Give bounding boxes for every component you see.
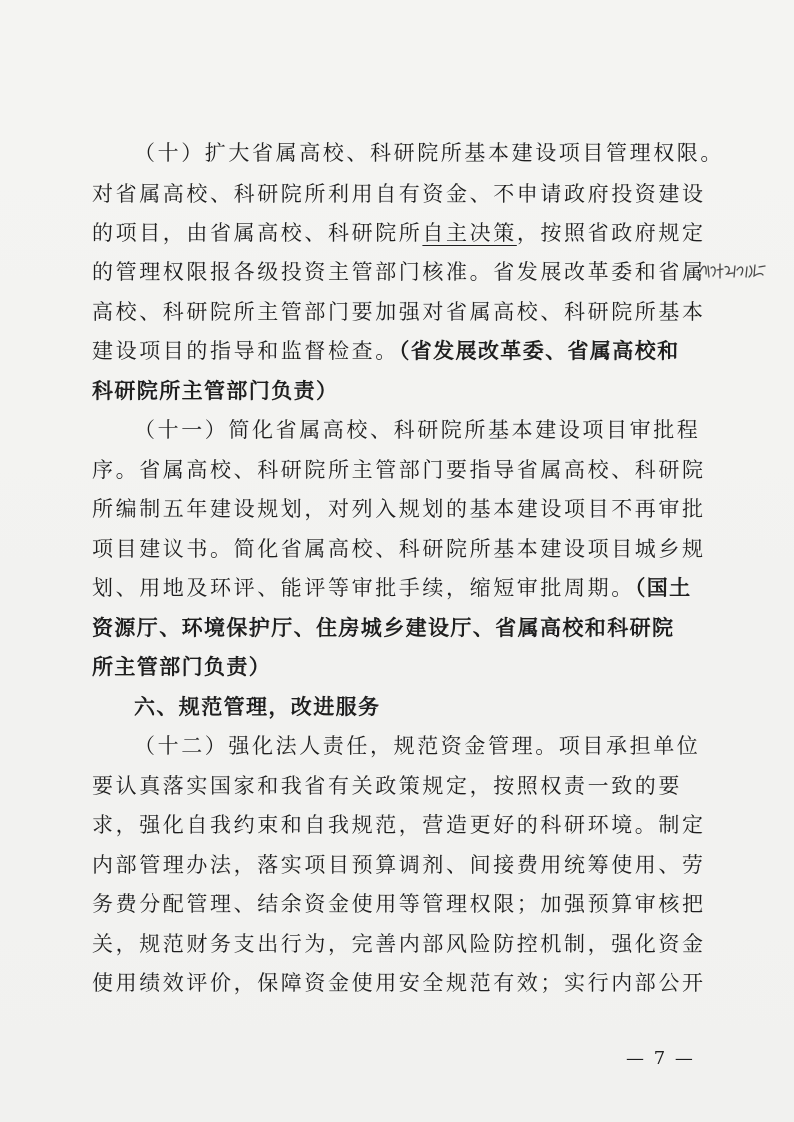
line-text: （十二）强化法人责任，规范资金管理。项目承担单位 [134,734,701,758]
line-text: 所编制五年建设规划，对列入规划的基本建设项目不再审批 [92,497,706,521]
line-text: 关，规范财务支出行为，完善内部风险防控机制，强化资金 [92,932,706,956]
section-heading-text: 六、规范管理，改进服务 [134,695,381,719]
text-line [92,494,706,524]
text-line [92,179,706,209]
text-line [92,929,706,959]
line-text: （十）扩大省属高校、科研院所基本建设项目管理权限。 [134,141,724,165]
underlined-text: 自主决策 [422,221,517,245]
line-text: 对省属高校、科研院所利用自有资金、不申请政府投资建设 [92,182,706,206]
line-text: 内部管理办法，落实项目预算调剂、间接费用统筹使用、劳 [92,853,706,877]
responsible-note: 资源厅、环境保护厅、住房城乡建设厅、省属高校和科研院 [92,616,675,640]
line-text: 的管理权限报各级投资主管部门核准。省发展改革委和省属 [92,260,706,284]
line-text: 使用绩效评价，保障资金使用安全规范有效；实行内部公开 [92,971,706,995]
line-text: 高校、科研院所主管部门要加强对省属高校、科研院所基本 [92,300,706,324]
text-line [134,415,700,445]
text-line [92,573,692,603]
responsible-note: （国土 [634,576,692,600]
text-line [92,376,338,406]
line-text: 序。省属高校、科研院所主管部门要指导省属高校、科研院 [92,458,706,482]
responsible-note: （省发展改革委、省属高校和 [398,339,680,363]
text-line [92,968,706,998]
text-line [92,455,706,485]
text-line [92,889,706,919]
text-line [92,534,706,564]
line-text: 的项目，由省属高校、科研院所 [92,221,423,245]
line-text: 建设项目的指导和监督检查。 [92,339,399,363]
text-line [92,652,271,682]
line-text: ，按照省政府规定 [516,221,706,245]
text-line [92,336,680,366]
text-line [92,810,706,840]
line-text: 务费分配管理、结余资金使用等管理权限；加强预算审核把 [92,892,706,916]
text-line [92,218,706,248]
text-line [134,731,700,761]
section-heading [134,692,380,722]
page-number: — 7 — [626,1048,695,1069]
responsible-note: 科研院所主管部门负责） [92,379,339,403]
line-text: 要认真落实国家和我省有关政策规定，按照权责一致的要 [92,774,682,798]
text-line [92,613,674,643]
line-text: （十一）简化省属高校、科研院所基本建设项目审批程 [134,418,701,442]
line-text: 项目建议书。简化省属高校、科研院所基本建设项目城乡规 [92,537,706,561]
text-line [92,771,682,801]
text-line [134,138,724,168]
handwritten-annotation [697,258,769,282]
text-line [92,850,706,880]
line-text: 求，强化自我约束和自我规范，营造更好的科研环境。制定 [92,813,706,837]
line-text: 划、用地及环评、能评等审批手续，缩短审批周期。 [92,576,635,600]
text-line [92,297,706,327]
text-line [92,257,706,287]
responsible-note: 所主管部门负责） [92,655,272,679]
